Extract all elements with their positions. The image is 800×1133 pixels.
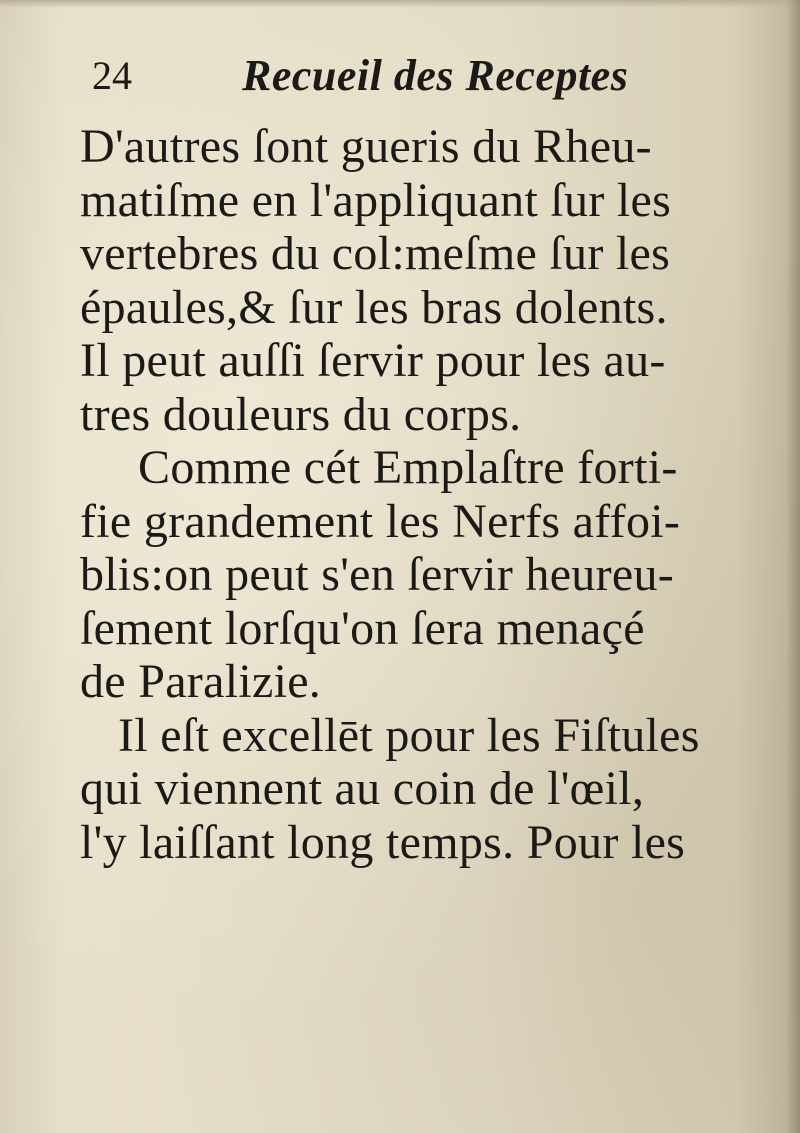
running-title: Recueil des Receptes [242, 51, 629, 100]
text-line: vertebres du col:meſme ſur les [80, 227, 671, 280]
text-line: fie grandement les Nerfs affoi- [80, 494, 681, 548]
text-line: tres douleurs du corps. [80, 387, 522, 441]
page-number: 24 [92, 53, 132, 98]
text-line: Il peut auſſi ſervir pour les au- [80, 334, 666, 387]
paragraph-start-line: Il eſt excellēt pour les Fiſtules [118, 708, 700, 762]
text-line: D'autres ſont gueris du Rheu- [80, 120, 652, 173]
text-line: l'y laiſſant long temps. Pour les [80, 815, 686, 869]
text-line: blis:on peut s'en ſervir heureu- [80, 548, 675, 601]
text-line: épaules,& ſur les bras dolents. [80, 280, 668, 334]
body-text [80, 120, 780, 869]
page-top-edge [0, 0, 800, 8]
page-gutter-shadow [786, 0, 800, 1133]
paragraph-start-line: Comme cét Emplaſtre forti- [138, 441, 678, 494]
text-line: matiſme en l'appliquant ſur les [80, 173, 672, 227]
text-line: ſement lorſqu'on ſera menaçé [80, 601, 645, 655]
text-line: qui viennent au coin de l'œil, [80, 762, 645, 815]
page-header [92, 50, 732, 110]
text-line: de Paralizie. [80, 655, 322, 708]
